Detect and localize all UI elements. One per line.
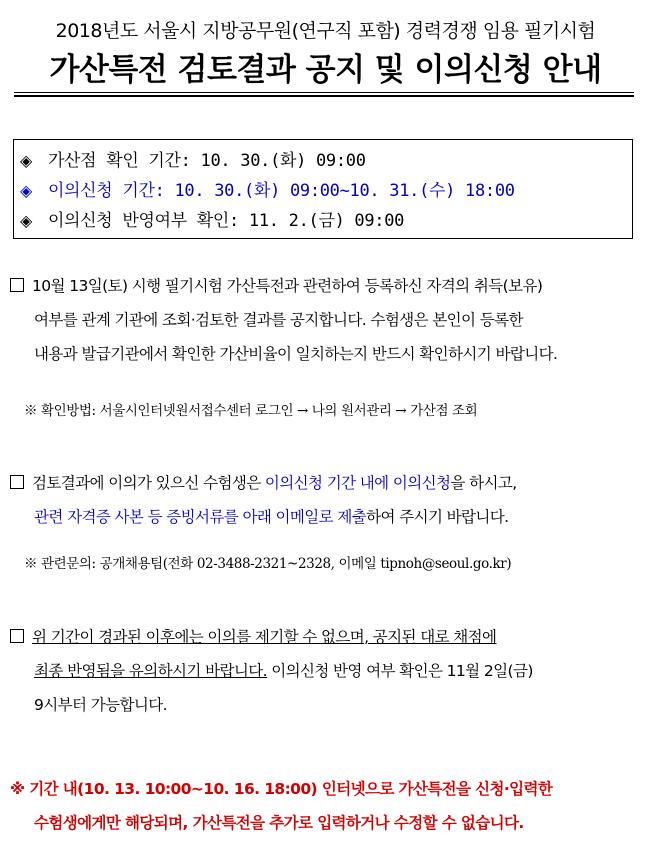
note-check-method: ※ 확인방법: 서울시인터넷원서접수센터 로그인 → 나의 원서관리 → 가산점 조회 (24, 403, 478, 419)
title-rule-thin (14, 92, 634, 93)
paragraph-line: 내용과 발급기관에서 확인한 가산비율이 일치하는지 반드시 확인하시기 바랍니다. (34, 345, 558, 363)
schedule-item-text: 이의신청 반영여부 확인: 11. 2.(금) 09:00 (47, 211, 405, 231)
paragraph-line: 관련 자격증 사본 등 증빙서류를 아래 이메일로 제출하여 주시기 바랍니다. (34, 508, 509, 526)
schedule-item-result-check (20, 206, 632, 236)
paragraph-line: 위 기간이 경과된 이후에는 이의를 제기할 수 없으며, 공지된 대로 채점에 (10, 620, 642, 654)
warning-line: ※ 기간 내(10. 13. 10:00~10. 16. 18:00) 인터넷으로 가산특전을 신청·입력한 (10, 780, 553, 798)
schedule-box (13, 139, 633, 239)
diamond-bullet-icon: ◈ (20, 181, 33, 200)
objection-period-highlight: 이의신청 기간 내에 이의신청 (264, 474, 451, 492)
paragraph-line: 검토결과에 이의가 있으신 수험생은 이의신청 기간 내에 이의신청을 하시고, (10, 466, 642, 500)
warning-line: 수험생에게만 해당되며, 가산특전을 추가로 입력하거나 수정할 수 없습니다. (34, 814, 524, 832)
section-deadline-warning (10, 620, 642, 722)
diamond-bullet-icon: ◈ (20, 211, 33, 230)
notice-title: 가산특전 검토결과 공지 및 이의신청 안내 (49, 52, 602, 88)
title-rule-thick (14, 95, 634, 97)
paragraph-line: 10월 13일(토) 시행 필기시험 가산특전과 관련하여 등록하신 자격의 취득(보유) (10, 269, 642, 303)
note-contact: ※ 관련문의: 공개채용팀(전화 02-3488-2321~2328, 이메일 tipnoh@seoul.go.kr) (24, 556, 512, 572)
schedule-item-objection-period (20, 176, 632, 206)
checkbox-bullet-icon (10, 475, 24, 489)
checkbox-bullet-icon (10, 278, 24, 292)
schedule-item-check-period (20, 146, 632, 176)
section-objection (10, 466, 642, 534)
paragraph-line: 최종 반영됨을 유의하시기 바랍니다. 이의신청 반영 여부 확인은 11월 2일(금) (34, 662, 533, 680)
paragraph-line: 9시부터 가능합니다. (34, 696, 167, 714)
notice-subtitle: 2018년도 서울시 지방공무원(연구직 포함) 경력경쟁 임용 필기시험 (55, 20, 596, 42)
diamond-bullet-icon: ◈ (20, 151, 33, 170)
section-review-results (10, 269, 642, 371)
eligibility-warning (10, 772, 642, 840)
checkbox-bullet-icon (10, 629, 24, 643)
schedule-item-text: 가산점 확인 기간: 10. 30.(화) 09:00 (47, 151, 366, 171)
schedule-item-text: 이의신청 기간: 10. 30.(화) 09:00~10. 31.(수) 18:00 (47, 181, 515, 201)
submit-docs-highlight: 관련 자격증 사본 등 증빙서류를 아래 이메일로 제출 (34, 508, 367, 526)
paragraph-line: 여부를 관계 기관에 조회·검토한 결과를 공지합니다. 수험생은 본인이 등록한 (34, 311, 523, 329)
